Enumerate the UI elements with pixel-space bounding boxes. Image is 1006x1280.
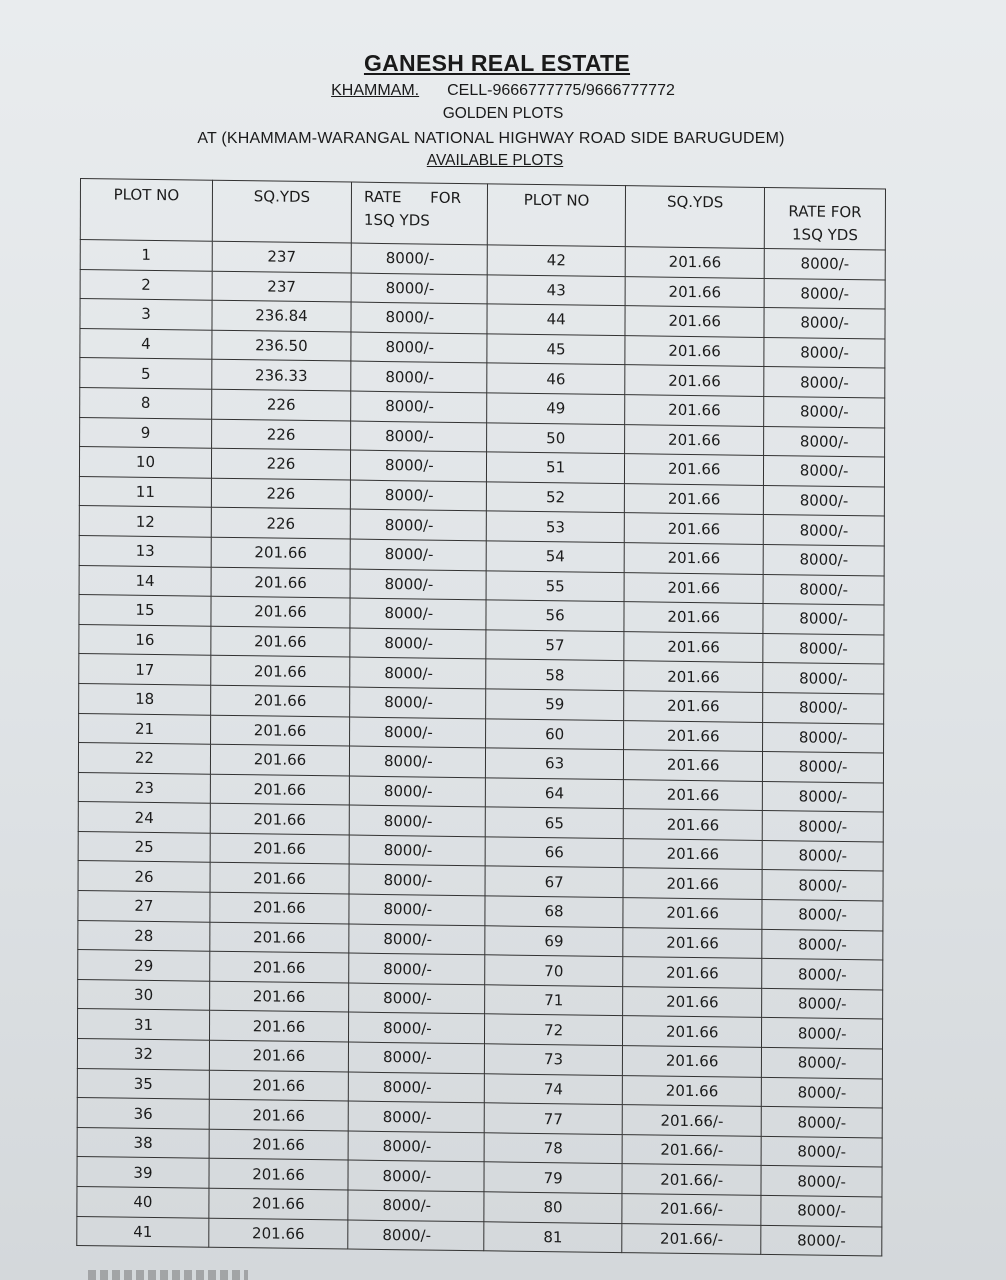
project-name: GOLDEN PLOTS bbox=[442, 105, 564, 122]
plot-no-cell: 12 bbox=[79, 506, 211, 537]
plot-no-2-cell: 65 bbox=[485, 807, 623, 838]
sq-yds-cell: 226 bbox=[212, 389, 351, 420]
rate-2-cell: 8000/- bbox=[764, 396, 885, 427]
plot-no-cell: 3 bbox=[80, 299, 212, 330]
plot-no-cell: 11 bbox=[79, 476, 211, 507]
plot-no-2-cell: 44 bbox=[487, 304, 625, 335]
sq-yds-2-cell: 201.66 bbox=[624, 750, 763, 781]
plot-no-cell: 28 bbox=[78, 920, 210, 951]
sq-yds-2-cell: 201.66 bbox=[624, 661, 763, 692]
sq-yds-2-cell: 201.66 bbox=[625, 395, 764, 426]
rate-2-cell: 8000/- bbox=[763, 633, 884, 664]
plot-no-cell: 39 bbox=[77, 1157, 209, 1188]
plot-no-cell: 10 bbox=[79, 447, 211, 478]
sq-yds-cell: 201.66 bbox=[210, 892, 349, 923]
rate-2-cell: 8000/- bbox=[763, 781, 884, 812]
rate-cell: 8000/- bbox=[348, 1160, 484, 1191]
sq-yds-cell: 226 bbox=[211, 478, 350, 509]
rate-cell: 8000/- bbox=[349, 776, 485, 807]
rate-cell: 8000/- bbox=[349, 805, 485, 836]
rate-2-cell: 8000/- bbox=[763, 604, 884, 635]
plot-no-cell: 17 bbox=[79, 654, 211, 685]
sq-yds-2-cell: 201.66 bbox=[623, 927, 762, 958]
plot-no-2-cell: 56 bbox=[486, 600, 624, 631]
sq-yds-2-cell: 201.66/- bbox=[622, 1164, 761, 1195]
sq-yds-cell: 236.33 bbox=[212, 360, 351, 391]
sq-yds-cell: 201.66 bbox=[211, 685, 350, 716]
plot-no-cell: 16 bbox=[79, 624, 211, 655]
rate-2-cell: 8000/- bbox=[762, 1047, 883, 1078]
plot-no-2-cell: 79 bbox=[484, 1162, 622, 1193]
sq-yds-cell: 201.66 bbox=[209, 1070, 348, 1101]
plot-no-2-cell: 45 bbox=[487, 334, 625, 365]
rate-2-cell: 8000/- bbox=[763, 692, 884, 723]
plot-no-cell: 5 bbox=[80, 358, 212, 389]
sq-yds-2-cell: 201.66 bbox=[623, 779, 762, 810]
sq-yds-cell: 201.66 bbox=[210, 715, 349, 746]
rate-cell: 8000/- bbox=[349, 864, 485, 895]
plot-no-2-cell: 63 bbox=[486, 748, 624, 779]
header-sq-yds-2: SQ.YDS bbox=[625, 186, 764, 249]
plots-table bbox=[76, 178, 886, 1257]
plots-table-body bbox=[77, 240, 886, 1257]
sq-yds-cell: 226 bbox=[211, 508, 350, 539]
rate-2-cell: 8000/- bbox=[764, 485, 885, 516]
sq-yds-2-cell: 201.66/- bbox=[622, 1223, 761, 1254]
plot-no-cell: 22 bbox=[78, 743, 210, 774]
plot-no-cell: 4 bbox=[80, 328, 212, 359]
sq-yds-cell: 236.50 bbox=[212, 330, 351, 361]
rate-cell: 8000/- bbox=[349, 983, 485, 1014]
rate-2-cell: 8000/- bbox=[761, 1136, 882, 1167]
plot-no-2-cell: 68 bbox=[485, 896, 623, 927]
sq-yds-cell: 201.66 bbox=[211, 567, 350, 598]
plot-no-2-cell: 50 bbox=[487, 422, 625, 453]
rate-cell: 8000/- bbox=[348, 1220, 484, 1251]
rate-cell: 8000/- bbox=[350, 539, 486, 570]
rate-cell: 8000/- bbox=[350, 569, 486, 600]
rate-2-cell: 8000/- bbox=[762, 929, 883, 960]
plot-no-2-cell: 46 bbox=[487, 363, 625, 394]
sq-yds-cell: 201.66 bbox=[209, 1188, 348, 1219]
plot-no-2-cell: 80 bbox=[484, 1192, 622, 1223]
sq-yds-2-cell: 201.66 bbox=[625, 247, 764, 278]
sq-yds-2-cell: 201.66 bbox=[624, 720, 763, 751]
rate-cell: 8000/- bbox=[348, 1101, 484, 1132]
rate-cell: 8000/- bbox=[351, 450, 487, 481]
rate-2-cell: 8000/- bbox=[762, 1018, 883, 1049]
sq-yds-cell: 201.66 bbox=[211, 626, 350, 657]
plot-no-2-cell: 72 bbox=[485, 1014, 623, 1045]
sq-yds-2-cell: 201.66 bbox=[623, 957, 762, 988]
sq-yds-2-cell: 201.66 bbox=[623, 809, 762, 840]
plot-no-cell: 32 bbox=[77, 1039, 209, 1070]
contact-line bbox=[0, 82, 1006, 100]
rate-cell: 8000/- bbox=[351, 421, 487, 452]
sq-yds-cell: 201.66 bbox=[209, 1218, 348, 1249]
plot-no-2-cell: 77 bbox=[484, 1103, 622, 1134]
sq-yds-2-cell: 201.66/- bbox=[622, 1134, 761, 1165]
sq-yds-2-cell: 201.66 bbox=[625, 365, 764, 396]
rate-2-cell: 8000/- bbox=[764, 308, 885, 339]
sq-yds-2-cell: 201.66 bbox=[624, 691, 763, 722]
plot-no-cell: 18 bbox=[79, 683, 211, 714]
rate-cell: 8000/- bbox=[348, 1131, 484, 1162]
header-rate bbox=[351, 182, 487, 245]
plot-no-cell: 8 bbox=[80, 387, 212, 418]
plot-no-2-cell: 66 bbox=[485, 837, 623, 868]
plot-no-cell: 2 bbox=[80, 269, 212, 300]
plot-no-2-cell: 71 bbox=[485, 985, 623, 1016]
header-rate-2-line1: RATE FOR bbox=[788, 202, 862, 222]
plot-no-2-cell: 54 bbox=[486, 541, 624, 572]
rate-cell: 8000/- bbox=[348, 1190, 484, 1221]
plot-no-2-cell: 70 bbox=[485, 955, 623, 986]
plot-no-cell: 27 bbox=[78, 891, 210, 922]
plot-no-cell: 23 bbox=[78, 772, 210, 803]
plot-no-cell: 13 bbox=[79, 535, 211, 566]
rate-2-cell: 8000/- bbox=[764, 248, 885, 279]
rate-2-cell: 8000/- bbox=[762, 959, 883, 990]
sq-yds-cell: 201.66 bbox=[211, 537, 350, 568]
sq-yds-2-cell: 201.66 bbox=[625, 483, 764, 514]
plot-no-2-cell: 43 bbox=[487, 274, 625, 305]
rate-cell: 8000/- bbox=[351, 391, 487, 422]
sq-yds-cell: 226 bbox=[211, 448, 350, 479]
rate-cell: 8000/- bbox=[348, 1042, 484, 1073]
sq-yds-2-cell: 201.66 bbox=[623, 986, 762, 1017]
rate-cell: 8000/- bbox=[349, 1012, 485, 1043]
sq-yds-2-cell: 201.66 bbox=[625, 424, 764, 455]
header-rate-2 bbox=[765, 187, 886, 250]
rate-cell: 8000/- bbox=[350, 717, 486, 748]
sq-yds-cell: 226 bbox=[211, 419, 350, 450]
sq-yds-2-cell: 201.66 bbox=[623, 898, 762, 929]
rate-cell: 8000/- bbox=[350, 598, 486, 629]
rate-cell: 8000/- bbox=[350, 628, 486, 659]
rate-2-cell: 8000/- bbox=[764, 367, 885, 398]
plot-no-2-cell: 67 bbox=[485, 866, 623, 897]
sq-yds-cell: 201.66 bbox=[210, 981, 349, 1012]
sq-yds-cell: 201.66 bbox=[209, 1159, 348, 1190]
sq-yds-cell: 201.66 bbox=[209, 1011, 348, 1042]
rate-2-cell: 8000/- bbox=[764, 456, 885, 487]
sq-yds-cell: 201.66 bbox=[210, 803, 349, 834]
plot-no-2-cell: 42 bbox=[487, 245, 625, 276]
sq-yds-cell: 237 bbox=[212, 271, 351, 302]
plot-no-cell: 9 bbox=[80, 417, 212, 448]
plot-no-cell: 26 bbox=[78, 861, 210, 892]
rate-cell: 8000/- bbox=[349, 953, 485, 984]
sq-yds-cell: 201.66 bbox=[210, 744, 349, 775]
plots-table-wrapper bbox=[76, 178, 886, 1257]
sq-yds-cell: 201.66 bbox=[209, 1040, 348, 1071]
rate-2-cell: 8000/- bbox=[761, 1166, 882, 1197]
rate-2-cell: 8000/- bbox=[762, 840, 883, 871]
city-label: KHAMMAM. bbox=[331, 82, 420, 99]
plot-no-cell: 36 bbox=[77, 1098, 209, 1129]
plot-no-2-cell: 69 bbox=[485, 925, 623, 956]
project-location: AT (KHAMMAM-WARANGAL NATIONAL HIGHWAY ROAD SIDE BARUGUDEM) bbox=[197, 130, 785, 147]
rate-2-cell: 8000/- bbox=[761, 1225, 882, 1256]
sq-yds-2-cell: 201.66/- bbox=[622, 1194, 761, 1225]
rate-2-cell: 8000/- bbox=[762, 870, 883, 901]
sq-yds-2-cell: 201.66 bbox=[625, 454, 764, 485]
plot-no-2-cell: 73 bbox=[484, 1044, 622, 1075]
rate-cell: 8000/- bbox=[349, 746, 485, 777]
rate-2-cell: 8000/- bbox=[764, 515, 885, 546]
sq-yds-cell: 201.66 bbox=[209, 1129, 348, 1160]
plot-no-cell: 31 bbox=[77, 1009, 209, 1040]
header-sq-yds: SQ.YDS bbox=[212, 180, 351, 243]
sq-yds-2-cell: 201.66/- bbox=[622, 1105, 761, 1136]
plot-no-2-cell: 78 bbox=[484, 1133, 622, 1164]
header-for-word: FOR bbox=[430, 188, 462, 207]
plot-no-cell: 30 bbox=[78, 979, 210, 1010]
cut-off-footer-text bbox=[88, 1270, 248, 1280]
plot-no-2-cell: 57 bbox=[486, 630, 624, 661]
plot-no-2-cell: 64 bbox=[485, 777, 623, 808]
plot-no-2-cell: 52 bbox=[486, 482, 624, 513]
header-plot-no-2: PLOT NO bbox=[487, 184, 625, 247]
plot-no-2-cell: 60 bbox=[486, 718, 624, 749]
sq-yds-2-cell: 201.66 bbox=[624, 572, 763, 603]
rate-2-cell: 8000/- bbox=[762, 811, 883, 842]
rate-2-cell: 8000/- bbox=[763, 574, 884, 605]
plot-no-cell: 38 bbox=[77, 1127, 209, 1158]
plot-no-cell: 25 bbox=[78, 831, 210, 862]
rate-cell: 8000/- bbox=[348, 1072, 484, 1103]
rate-2-cell: 8000/- bbox=[764, 337, 885, 368]
sq-yds-cell: 201.66 bbox=[210, 922, 349, 953]
rate-2-cell: 8000/- bbox=[763, 722, 884, 753]
sq-yds-2-cell: 201.66 bbox=[623, 838, 762, 869]
sq-yds-cell: 201.66 bbox=[211, 596, 350, 627]
available-plots-heading: AVAILABLE PLOTS bbox=[426, 152, 564, 169]
plot-no-2-cell: 55 bbox=[486, 570, 624, 601]
sq-yds-cell: 201.66 bbox=[210, 863, 349, 894]
sq-yds-cell: 201.66 bbox=[209, 1099, 348, 1130]
header-rate-word: RATE bbox=[363, 187, 402, 207]
plot-no-2-cell: 51 bbox=[487, 452, 625, 483]
sq-yds-2-cell: 201.66 bbox=[625, 276, 764, 307]
rate-cell: 8000/- bbox=[349, 835, 485, 866]
rate-2-cell: 8000/- bbox=[764, 278, 885, 309]
plot-no-cell: 24 bbox=[78, 802, 210, 833]
rate-2-cell: 8000/- bbox=[762, 899, 883, 930]
header-rate-unit: 1SQ YDS bbox=[363, 210, 430, 230]
rate-2-cell: 8000/- bbox=[762, 1077, 883, 1108]
sq-yds-2-cell: 201.66 bbox=[623, 1016, 762, 1047]
rate-2-cell: 8000/- bbox=[763, 752, 884, 783]
rate-cell: 8000/- bbox=[349, 894, 485, 925]
plot-no-2-cell: 74 bbox=[484, 1073, 622, 1104]
header-rate-2-line2: 1SQ YDS bbox=[791, 225, 858, 245]
rate-2-cell: 8000/- bbox=[763, 663, 884, 694]
cell-numbers: CELL-9666777775/9666777772 bbox=[447, 82, 675, 99]
rate-cell: 8000/- bbox=[351, 273, 487, 304]
rate-cell: 8000/- bbox=[351, 302, 487, 333]
rate-2-cell: 8000/- bbox=[762, 988, 883, 1019]
sq-yds-cell: 201.66 bbox=[210, 833, 349, 864]
rate-cell: 8000/- bbox=[349, 924, 485, 955]
rate-2-cell: 8000/- bbox=[761, 1195, 882, 1226]
sq-yds-cell: 237 bbox=[212, 241, 351, 272]
plot-no-cell: 29 bbox=[78, 950, 210, 981]
plot-no-cell: 14 bbox=[79, 565, 211, 596]
rate-cell: 8000/- bbox=[351, 361, 487, 392]
rate-cell: 8000/- bbox=[350, 480, 486, 511]
plot-no-cell: 35 bbox=[77, 1068, 209, 1099]
rate-cell: 8000/- bbox=[351, 243, 487, 274]
sq-yds-2-cell: 201.66 bbox=[624, 543, 763, 574]
sq-yds-cell: 236.84 bbox=[212, 300, 351, 331]
plot-no-2-cell: 49 bbox=[487, 393, 625, 424]
plot-no-cell: 40 bbox=[77, 1186, 209, 1217]
sq-yds-2-cell: 201.66 bbox=[625, 306, 764, 337]
sq-yds-cell: 201.66 bbox=[211, 656, 350, 687]
rate-cell: 8000/- bbox=[350, 657, 486, 688]
company-title: GANESH REAL ESTATE bbox=[363, 50, 631, 76]
sq-yds-cell: 201.66 bbox=[210, 951, 349, 982]
sq-yds-2-cell: 201.66 bbox=[623, 868, 762, 899]
plot-no-2-cell: 81 bbox=[484, 1221, 622, 1252]
plot-no-cell: 1 bbox=[80, 240, 212, 271]
rate-cell: 8000/- bbox=[351, 332, 487, 363]
sq-yds-2-cell: 201.66 bbox=[624, 513, 763, 544]
table-header-row bbox=[80, 179, 885, 251]
sq-yds-2-cell: 201.66 bbox=[625, 335, 764, 366]
rate-cell: 8000/- bbox=[350, 509, 486, 540]
rate-2-cell: 8000/- bbox=[764, 426, 885, 457]
sq-yds-2-cell: 201.66 bbox=[623, 1046, 762, 1077]
sq-yds-2-cell: 201.66 bbox=[622, 1075, 761, 1106]
rate-cell: 8000/- bbox=[350, 687, 486, 718]
plot-no-cell: 15 bbox=[79, 595, 211, 626]
plot-no-2-cell: 53 bbox=[486, 511, 624, 542]
sq-yds-cell: 201.66 bbox=[210, 774, 349, 805]
sq-yds-2-cell: 201.66 bbox=[624, 631, 763, 662]
rate-2-cell: 8000/- bbox=[763, 544, 884, 575]
rate-2-cell: 8000/- bbox=[761, 1107, 882, 1138]
plot-no-cell: 41 bbox=[77, 1216, 209, 1247]
plot-no-2-cell: 58 bbox=[486, 659, 624, 690]
sq-yds-2-cell: 201.66 bbox=[624, 602, 763, 633]
header-plot-no: PLOT NO bbox=[80, 179, 212, 242]
plot-no-2-cell: 59 bbox=[486, 689, 624, 720]
plot-no-cell: 21 bbox=[79, 713, 211, 744]
